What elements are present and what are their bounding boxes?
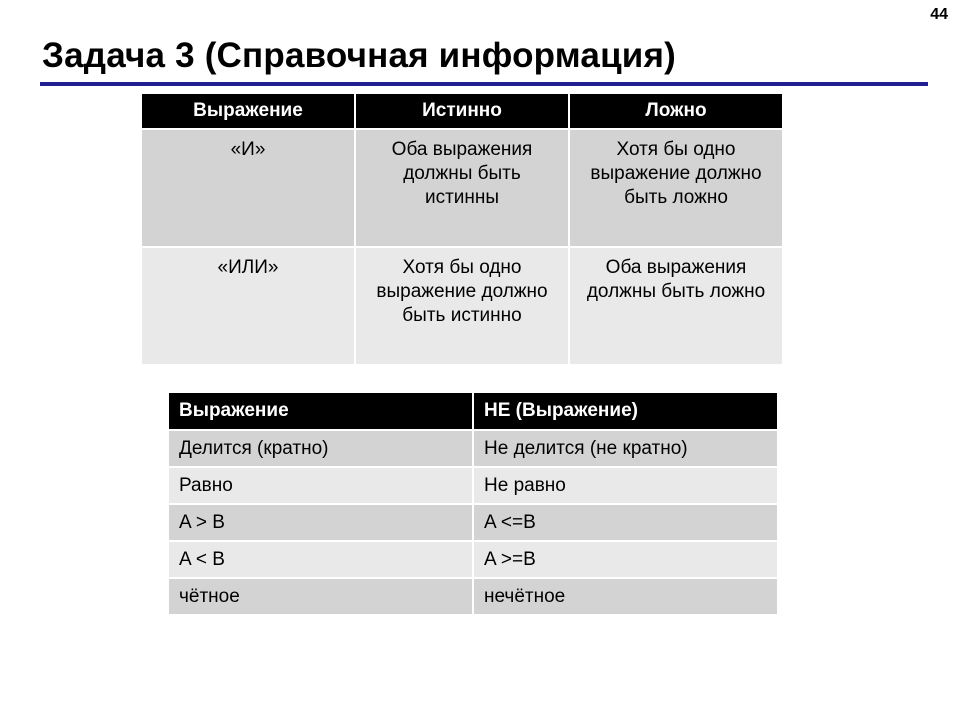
logic-operators-table xyxy=(140,92,784,366)
slide-title: Задача 3 (Справочная информация) xyxy=(42,36,676,75)
negation-cell: A <=B xyxy=(473,504,778,541)
negation-table xyxy=(167,391,779,616)
expression-cell: Равно xyxy=(168,467,473,504)
false-condition-cell: Хотя бы одно выражение должно быть ложно xyxy=(569,129,783,247)
table-row xyxy=(168,578,778,615)
false-condition-cell: Оба выражения должны быть ложно xyxy=(569,247,783,365)
table-header-row xyxy=(141,93,783,129)
true-condition-cell: Оба выражения должны быть истинны xyxy=(355,129,569,247)
negation-cell: A >=B xyxy=(473,541,778,578)
expression-cell: чётное xyxy=(168,578,473,615)
header-expression: Выражение xyxy=(168,392,473,430)
operator-cell: «ИЛИ» xyxy=(141,247,355,365)
table-row xyxy=(141,129,783,247)
table-row xyxy=(168,504,778,541)
operator-cell: «И» xyxy=(141,129,355,247)
page-number: 44 xyxy=(930,6,948,23)
true-condition-cell: Хотя бы одно выражение должно быть истинно xyxy=(355,247,569,365)
header-false: Ложно xyxy=(569,93,783,129)
negation-cell: Не делится (не кратно) xyxy=(473,430,778,467)
expression-cell: Делится (кратно) xyxy=(168,430,473,467)
header-expression: Выражение xyxy=(141,93,355,129)
expression-cell: A > B xyxy=(168,504,473,541)
negation-cell: Не равно xyxy=(473,467,778,504)
negation-cell: нечётное xyxy=(473,578,778,615)
table-row xyxy=(168,430,778,467)
table-header-row xyxy=(168,392,778,430)
expression-cell: A < B xyxy=(168,541,473,578)
table-row xyxy=(168,541,778,578)
table-row xyxy=(168,467,778,504)
header-true: Истинно xyxy=(355,93,569,129)
title-underline xyxy=(40,82,928,86)
table-row xyxy=(141,247,783,365)
header-negation: НЕ (Выражение) xyxy=(473,392,778,430)
